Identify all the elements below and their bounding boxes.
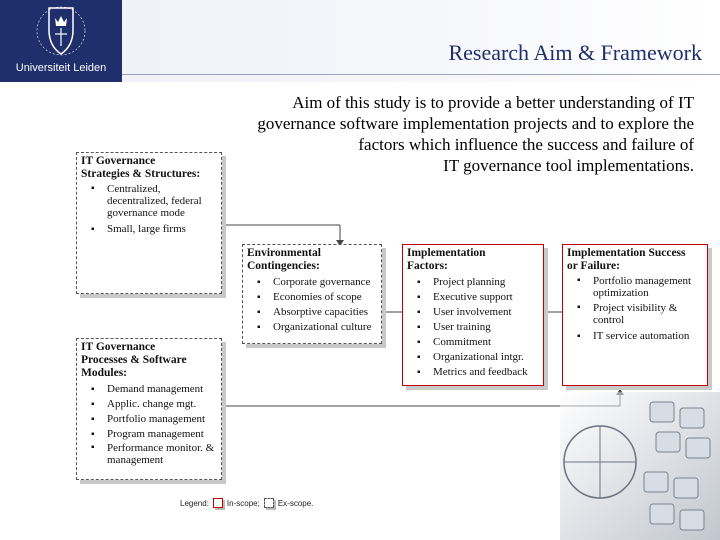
list-item: ▪ IT service automation [593,329,703,344]
implementation-list [403,275,543,380]
list-item: ▪ Absorptive capacities [273,305,377,320]
aim-line: governance software implementation projects and to explore the [257,114,694,133]
heading-line: Implementation Success [567,247,686,259]
list-item: ▪ Commitment [433,335,539,350]
heading-line: IT Governance [81,155,156,167]
heading-line: Strategies & Structures: [81,168,201,180]
aim-line: factors which influence the success and failure of [358,135,694,154]
box-heading [77,153,221,181]
decorative-photo [560,392,720,540]
list-item: ▪ Economies of scope [273,290,377,305]
strategies-list [77,183,221,237]
heading-line: Environmental [247,247,321,259]
success-box [562,244,708,386]
aim-line: IT governance tool implementations. [443,156,694,175]
processes-box [76,338,222,480]
aim-line: Aim of this study is to provide a better understanding of IT [292,93,694,112]
ex-scope-swatch-icon [264,498,274,508]
implementation-box [402,244,544,386]
legend-in-scope: In-scope; [226,498,260,508]
list-item: ▪ Centralized, decentralized, federal governance mode [107,183,217,219]
success-list [563,275,707,344]
page-title: Research Aim & Framework [448,40,702,65]
list-item: ▪ Metrics and feedback [433,365,539,380]
university-name: Universiteit Leiden [15,62,107,74]
list-item: ▪ User involvement [433,305,539,320]
heading-line: Contingencies: [247,260,320,272]
list-item: ▪ Demand management [107,382,217,397]
list-item: ▪ Organizational culture [273,320,377,335]
processes-list [77,382,221,466]
heading-line: Factors: [407,260,448,272]
box-heading [243,245,381,273]
heading-line: IT Governance [81,341,156,353]
in-scope-swatch-icon [213,498,223,508]
list-item: ▪ Project visibility & control [593,302,703,326]
heading-line: or Failure: [567,260,620,272]
strategies-box [76,152,222,294]
legend-label: Legend: [180,498,209,508]
list-item: ▪ Portfolio management optimization [593,275,703,299]
list-item: ▪ Corporate governance [273,275,377,290]
legend-ex-scope: Ex-scope. [277,498,314,508]
heading-line: Implementation [407,247,486,259]
list-item: ▪ User training [433,320,539,335]
box-heading [77,339,221,380]
environment-box [242,244,382,344]
legend [180,498,313,508]
list-item: ▪ Performance monitor. & management [107,442,217,466]
box-heading [563,245,707,273]
list-item: ▪ Portfolio management [107,412,217,427]
list-item: ▪ Program management [107,427,217,442]
heading-line: Processes & Software [81,354,187,366]
box-heading [403,245,543,273]
heading-line: Modules: [81,367,127,379]
list-item: ▪ Project planning [433,275,539,290]
list-item: ▪ Organizational intgr. [433,350,539,365]
list-item: ▪ Small, large firms [107,222,217,237]
list-item: ▪ Applic. change mgt. [107,397,217,412]
environment-list [243,275,381,335]
list-item: ▪ Executive support [433,290,539,305]
